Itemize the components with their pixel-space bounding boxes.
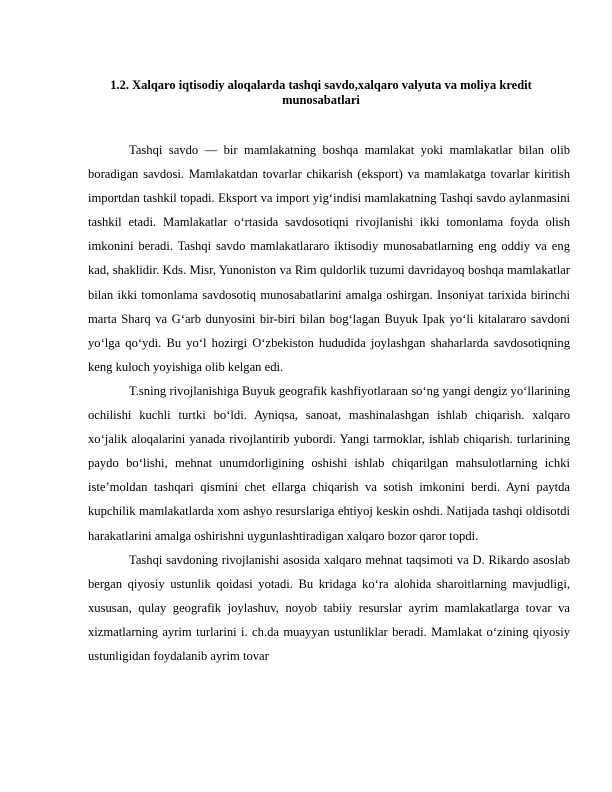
paragraph-comparative-advantage: Tashqi savdoning rivojlanishi asosida xalqaro mehnat taqsimoti va D. Rikardo asoslab bergan qiyosiy ustunlik qoidasi yotadi. Bu kridaga ko‘ra alohida sharoitlarning mavjudligi, xususan, qulay geografik joylashuv, noyob tabiiy resurslar ayrim mamlakatlarga tovar va xizmatlarning ayrim turlarini i. ch.da muayyan ustunliklar beradi. Mamlakat o‘zining qiyosiy ustunligidan foydalanib ayrim tovar <box>88 552 570 663</box>
body-text <box>88 138 570 668</box>
paragraph-trade-definition: Tashqi savdo — bir mamlakatning boshqa mamlakat yoki mamlakatlar bilan olib boradigan savdosi. Mamlakatdan tovarlar chikarish (eksport) va mamlakatga tovarlar kiritish importdan tashkil topadi. Eksport va import yig‘indisi mamlakatning Tashqi savdo aylanmasini tashkil etadi. Mamlakatlar o‘rtasida savdosotiqni rivojlanishi ikki tomonlama foyda olish imkonini beradi. Tashqi savdo mamlakatlararo iktisodiy munosabatlarning eng oddiy va eng kad, shaklidir. Kds. Misr, Yunoniston va Rim quldorlik tuzumi davridayoq boshqa mamlakatlar bilan ikki tomonlama savdosotiq munosabatlarini amalga oshirgan. Insoniyat tarixida birinchi marta Sharq va G‘arb dunyosini bir-biri bilan bog‘lagan Buyuk Ipak yo‘li kitalararo savdoni yo‘lga qo‘ydi. Bu yo‘l hozirgi O‘zbekiston hududida joylashgan shaharlarda savdosotiqning keng kuloch yoyishiga olib kelgan edi. <box>88 143 570 374</box>
section-heading: 1.2. Xalqaro iqtisodiy aloqalarda tashqi savdo,xalqaro valyuta va moliya kredit munosabatlari <box>110 78 532 107</box>
paragraph-trade-development: T.sning rivojlanishiga Buyuk geografik kashfiyotlaraan so‘ng yangi dengiz yo‘llarining ochilishi kuchli turtki bo‘ldi. Ayniqsa, sanoat, mashinalashgan ishlab chiqarish. xalqaro xo‘jalik aloqalarini yanada rivojlantirib yubordi. Yangi tarmoklar, ishlab chiqarish. turlarining paydo bo‘lishi, mehnat unumdorligining oshishi ishlab chiqarilgan mahsulotlarning ichki iste’moldan tashqari qismini chet ellarga chiqarish va sotish imkonini berdi. Ayni paytda kupchilik mamlakatlarda xom ashyo resurslariga ehtiyoj keskin oshdi. Natijada tashqi oldisotdi harakatlarini amalga oshirishni uygunlashtiradigan xalqaro bozor qaror topdi. <box>88 383 570 543</box>
